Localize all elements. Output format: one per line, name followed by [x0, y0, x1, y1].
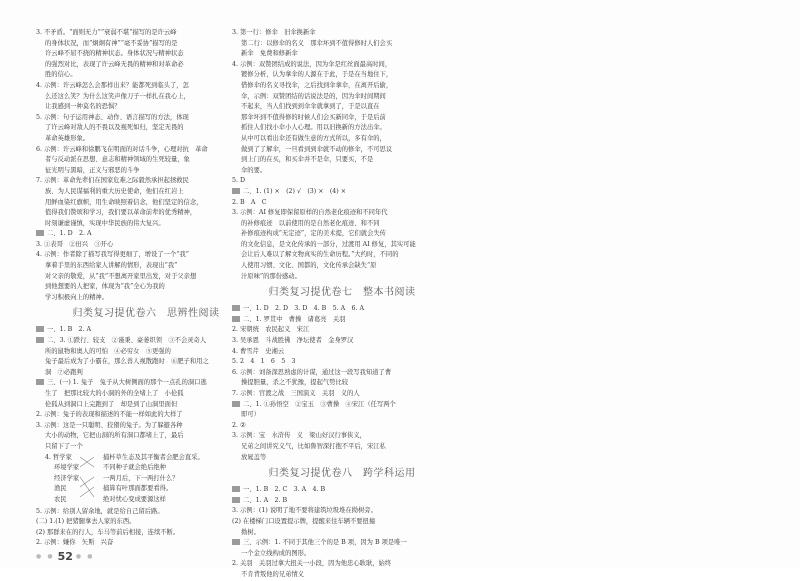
- answer-line: 了许云峰对敌人的不畏以及视死如归，坚定无畏的: [45, 124, 184, 132]
- section-marker-icon: [232, 316, 240, 322]
- answer-line: 时刻谦虚谨慎，实现中华民族的伟大复兴。: [45, 219, 165, 227]
- footer-dots-left: ● ●: [36, 553, 55, 560]
- answer-line-text: 一、1. B 2. C 3. A 4. B: [243, 486, 326, 494]
- answer-line: 只留下了一个: [45, 442, 83, 450]
- answer-line: 兄弟之间讲究义气，比如鲁智深打抱不平后，宋江私: [241, 442, 386, 450]
- answer-line: 拿着手里的东西给家人讲解的情形，表现出“我”: [45, 262, 178, 270]
- answer-line: 绝对忧心变成要源这样: [103, 495, 166, 503]
- answer-line-text: 三、示例：1. 不同于其他三个的是 B 项，因为 B 项是唯一: [243, 539, 407, 547]
- answer-line: 操提胆量，杀之不犹豫，提起气势比较: [241, 379, 349, 387]
- answer-line: 第二行：以修伞的名义 那伞坏到不值得修时人们会买: [241, 39, 393, 47]
- answer-line: 5. D: [232, 177, 246, 185]
- answer-line: 4. 示例：作者除了描写我写得更细了，增设了一个“我”: [36, 251, 189, 259]
- answer-line: 么还这么笑？为什么这笑声像刀子一样扎在我心上，: [45, 92, 190, 100]
- answer-line: 6. 示例：刘备深思熟虑的计谋，通过这一段写我知道了曹: [232, 368, 392, 376]
- answer-line: [36, 325, 256, 336]
- left-block-4: [36, 507, 256, 549]
- answer-line-text: 二、1. A 2. B: [243, 496, 288, 504]
- answer-line: 的文化信息，是文化传承的一部分，过渡用 AI 修复，其实可能: [241, 240, 416, 248]
- answer-line: 兔子最后成为了小霸在，那么兽人视散跑时 ⑥肥子和用之: [45, 358, 209, 366]
- answer-line: 的强烈对比，表现了许云峰无畏的精神和对革命必: [45, 60, 184, 68]
- section-marker-icon: [232, 497, 240, 503]
- answer-line: 的补修痕迹 以前使用的是自然老化痕迹、和不同: [241, 219, 380, 227]
- right-block-2: [232, 176, 452, 282]
- answer-line: 放晁盖等: [241, 453, 267, 461]
- answer-line: 学习积极向上的精神。: [45, 293, 108, 301]
- answer-line: 不起来，当人们找到到伞伞就拿到了，于是以直在: [241, 103, 380, 111]
- answer-line: 胜的信心。: [45, 71, 77, 79]
- answer-line: 值得我们赞颂和学习，我们要以革命前辈的优秀精神，: [45, 209, 197, 217]
- answer-line: 对父亲的敬爱，从“我”不想离开家里出发，对于父亲想: [45, 272, 197, 280]
- answer-line: 6. 示例：许云峰和徐鹏飞在明面的对话斗争，心理对抗 革命: [36, 145, 208, 153]
- section-marker-icon: [36, 230, 44, 236]
- answer-line-text: 一、1. D 2. D 3. D 4. B 5. A 6. A: [243, 305, 365, 313]
- left-column: [36, 28, 256, 549]
- answer-line: 2. 宋朝统 农民起义 宋江: [232, 326, 310, 334]
- answer-line: 用鲜血染红旗帜，用生命映照着信念，他们坚定的信念，: [45, 198, 203, 206]
- answer-line: 2. 关羽 关羽过拿大扭关一小段，因为他忠心耿耿，始终: [232, 560, 392, 568]
- answer-line: [232, 485, 452, 496]
- left-block-1: [36, 28, 256, 229]
- answer-line: 到他想要的人把家，体现为“我”全心为我的: [45, 283, 165, 291]
- section-marker-icon: [232, 486, 240, 492]
- right-block-5: [232, 485, 452, 580]
- answer-line: 环境学家: [54, 464, 80, 472]
- answer-line: 伞，示例：双赞团结的话说法是的，因为伞时间期间: [241, 92, 386, 100]
- answer-line: 许云峰不屈不挠的精神状态。身体状况与精神状态: [45, 50, 184, 58]
- answer-line: 伦狐从到洞口上完跑到了 却是到了山洞里面但: [45, 400, 178, 408]
- left-block-2: [36, 229, 256, 303]
- answer-line: 汁原味”的那份感动。: [241, 272, 301, 280]
- answer-line: 让我感到一种莫名的恐惧？: [45, 103, 121, 111]
- answer-line: 经济学家: [54, 474, 80, 482]
- page-number: [36, 550, 94, 563]
- answer-line: 3. 示例：AI 修复即保留原样的自然老化痕迹和不同年代: [232, 209, 388, 217]
- answer-line: 所的鼠物和奥人的可怕 ④必穷女 ⑤更强的: [45, 347, 171, 355]
- section-marker-icon: [232, 305, 240, 311]
- answer-line: 农民: [54, 495, 67, 503]
- answer-line: 补修痕迹构成“无定迹”，定的美术提，它们就会失传: [241, 230, 386, 238]
- answer-line: [232, 538, 452, 549]
- answer-line: 一个金立线构成的图形。: [241, 549, 311, 557]
- right-column: [232, 28, 452, 581]
- right-block-3: [232, 304, 452, 399]
- answer-line: 从中可以看出伞还有做生意的方式所以，多有伞的，: [241, 134, 386, 142]
- answer-line: 新伞 免费和修新伞: [241, 50, 298, 58]
- answer-line: [232, 496, 452, 507]
- answer-line: 5. 示例：句子运用神态、动作、语言描写的方法，体现: [36, 113, 189, 121]
- answer-line-text: 二、3. ①跌行、较支 ②谨秉、豪萎织领 ③不会灵奇人: [47, 337, 207, 345]
- section-marker-icon: [232, 401, 240, 407]
- answer-line: 3. 示例：宝 水浒传 义 梁山好汉行事侠义，: [232, 432, 366, 440]
- answer-line: 那伞坏到不值得修的时候人们会买新同伞，于是后前: [241, 113, 386, 121]
- answer-line: 4. 示例：许云峰怎么会那样出来？能都死到临头了，怎: [36, 81, 189, 89]
- answer-line: 3. 示例：(1) 说明了地不要将建筑垃圾堆在拗树旁。: [232, 507, 377, 515]
- right-block-4: [232, 400, 452, 464]
- answer-line-text: 二、1. 罗贯中 曹操 诸葛亮 关羽: [243, 315, 346, 323]
- answer-line: (2) 那群来在的行人，车马等前后相接，连续不断。: [36, 528, 180, 536]
- answer-line: [232, 400, 452, 411]
- left-block-3: [36, 325, 256, 452]
- footer-dots-right: ● ●: [75, 553, 95, 560]
- answer-line: 会让后人难以了解文物真实的生命历程。”大约时，不同的: [241, 251, 399, 259]
- answer-line: 4. 哲学家: [45, 453, 72, 461]
- answer-line-text: 三、(一) 1. 兔子 兔子从大树侧面的那个一点孔的洞口逃: [47, 379, 207, 387]
- answer-line: 7. 示例：革命先辈们在国家危难之际毅然承担起拯救民: [36, 177, 189, 185]
- section-marker-icon: [36, 326, 44, 332]
- answer-line: 生了 把那比较大的小洞的外的全堵上了 小伦狐: [45, 390, 184, 397]
- answer-line: 者与反动派在思想、意志和精神领域的生死较量，象: [45, 156, 190, 164]
- answer-line: [36, 229, 256, 240]
- section-marker-icon: [232, 188, 240, 194]
- answer-line: 抓住人们找小伞小人心理。用以旧换新的方法出伞。: [241, 124, 386, 132]
- diagram-right-list: [94, 453, 204, 506]
- section-title-7: 归类复习提优卷七 整本书阅读: [268, 287, 416, 299]
- answer-line: (二) 1.(1) 把猪腿拿去人家的东西。: [36, 518, 136, 526]
- answer-line: [232, 304, 452, 315]
- answer-line: 一两月后，下一两打什么？: [103, 474, 179, 482]
- answer-line: 借修伞的名义寻找伞，之后找到伞拿伞，在离开后偷，: [241, 81, 393, 89]
- answer-line: 征光明与黑暗，正义与邪恶的斗争: [45, 166, 140, 174]
- answer-line: 2. 示例：嫌你 矢斯 兴奋: [36, 539, 114, 547]
- answer-line: 5. 示例：给别人留余地，就是给自己留后路。: [36, 507, 164, 515]
- answer-line: 洞 ⑦必跑判: [45, 368, 83, 376]
- answer-line: [232, 315, 452, 326]
- section-marker-icon: [36, 337, 44, 343]
- answer-line: 不肯背叛他的兄弟情义: [241, 570, 304, 578]
- matching-diagram: [36, 453, 256, 507]
- answer-line: 做到了了解伞，一旦看到到伞就不动的修伞，不可思议: [241, 145, 393, 153]
- answer-line: 大小的动物，它把山洞的所有洞口都堵上了，最后: [45, 432, 184, 440]
- answer-line: 渔民: [54, 485, 67, 493]
- answer-line: [36, 336, 256, 347]
- answer-line: 拗树。: [241, 528, 260, 536]
- answer-line: 伞的要。: [241, 166, 267, 174]
- section-marker-icon: [36, 379, 44, 385]
- answer-line: 到上门的在买，和买伞并不是伞，只要买，不是: [241, 156, 374, 164]
- answer-line: 3. 不矛盾。“面则无力”“衰弱不堪”描写的是许云峰: [36, 29, 177, 36]
- answer-line: 3. 吴承恩 斗战胜佛 净坛使者 金身罗汉: [232, 337, 354, 345]
- answer-line: [36, 378, 256, 389]
- section-title-6: 归类复习提优卷六 思辨性阅读: [72, 308, 220, 320]
- answer-line-text: 二、1. (1) × (2) √ (3) × (4) ×: [243, 187, 347, 195]
- page-number-text: 52: [57, 550, 73, 563]
- right-block-1: [232, 28, 452, 176]
- answer-line: 3. 示例：这是一只聪明、狡猾的兔子。为了躲避各种: [36, 421, 183, 429]
- section-title-8: 归类复习提优卷八 跨学科运用: [268, 468, 416, 480]
- answer-line: [232, 187, 452, 198]
- answer-line: 捕杯草生态及其平衡者会肥会直采。: [103, 453, 204, 461]
- answer-line-text: 二、1. D 2. A: [47, 230, 92, 238]
- answer-line: 4. 示例：双赞团结成的说法，因为伞是红丝面最高时间，: [232, 60, 392, 68]
- answer-line-text: 二、1. ①孙悟空 ②宝玉 ③曹操 ④宋江（任写两个: [243, 400, 396, 408]
- diagram-left-list: [45, 453, 79, 506]
- answer-line: 即可）: [241, 411, 260, 419]
- answer-line: 不同种子就会绝后绝种: [103, 464, 166, 472]
- answer-line-text: 一、1. B 2. A: [47, 326, 92, 334]
- answer-line: 捕算有叶那面都要看得。: [103, 485, 173, 493]
- answer-line: 人使用习惯、文化、国都的，文化传承会缺失“原: [241, 262, 377, 270]
- answer-line: 的身体状况，而“炯炯有神”“毫不妥协”描写的是: [45, 39, 178, 47]
- answer-line: 镀修分析，认为拿伞的人源在于此，于是在当地住下，: [241, 71, 393, 79]
- answer-line: 族、为人民谋福利的重大历史使命，他们在红岩上: [45, 187, 184, 195]
- answer-line: 2. ②: [232, 421, 246, 429]
- section-marker-icon: [232, 539, 240, 545]
- answer-line: 2. B A C: [232, 198, 267, 206]
- answer-line: (2) 在楼梯门口设置提示牌，提醒来往车辆不要扭撞: [232, 517, 376, 525]
- answer-line: 革命英雄形象。: [45, 134, 90, 142]
- answer-line: 3. ①表哥 ②田兴 ③开心: [36, 240, 114, 248]
- answer-line: 2. 示例：兔子的表现和描述的不能一样如此的大样了: [36, 411, 183, 419]
- answer-line: 5. 2 4 1 6 5 3: [232, 358, 296, 366]
- answer-line: 3. 第一行：修伞 旧伞换新伞: [232, 29, 316, 36]
- answer-line: 4. 曹雪芹 史湘云: [232, 347, 285, 355]
- answer-line: 7. 示例：官渡之战 三国演义 关羽 义的人: [232, 390, 360, 397]
